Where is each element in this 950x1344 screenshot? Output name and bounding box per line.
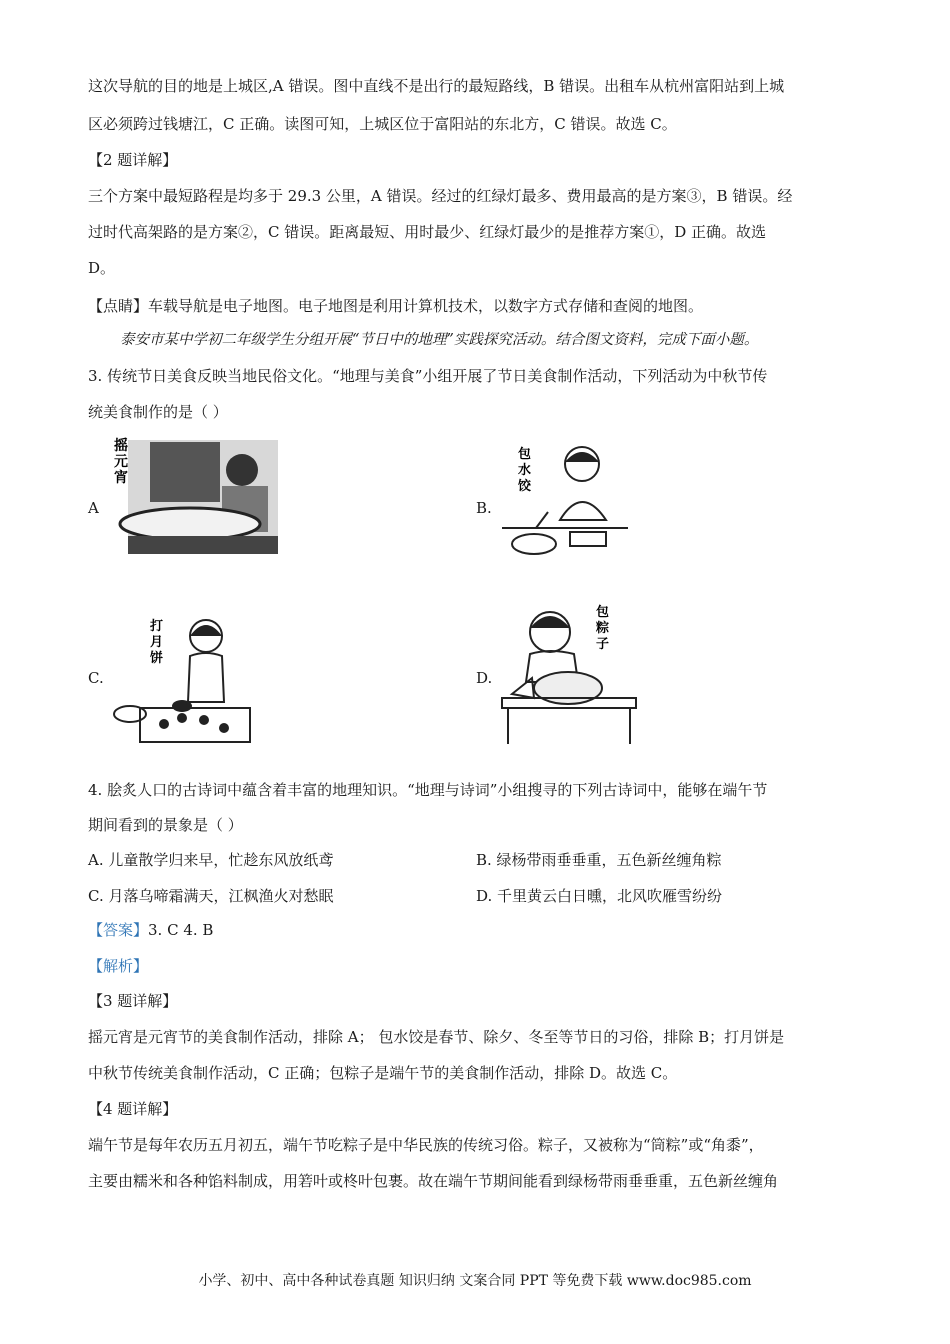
answer-text: 3. C 4. B — [148, 921, 214, 939]
answer-line — [88, 920, 213, 940]
section-heading-q4: 【4 题详解】 — [88, 1100, 178, 1118]
option-a-caption-3: 宵 — [114, 470, 128, 486]
answer-label: 【答案】 — [88, 921, 149, 939]
q4-option-c: C. 月落乌啼霜满天，江枫渔火对愁眠 — [88, 887, 334, 905]
option-b-image — [500, 440, 630, 566]
tip-line: 【点睛】车载导航是电子地图。电子地图是利用计算机技术，以数字方式存储和查阅的地图。 — [88, 297, 704, 315]
option-b-label: B. — [476, 499, 492, 517]
option-b-caption-2: 水 — [518, 463, 532, 478]
option-d-caption-1: 包 — [596, 605, 610, 620]
q4-option-b: B. 绿杨带雨垂垂重，五色新丝缠角粽 — [476, 851, 722, 869]
q4-option-a: A. 儿童散学归来早，忙趁东风放纸鸢 — [88, 851, 334, 869]
page-footer[interactable]: 小学、初中、高中各种试卷真题 知识归纳 文案合同 PPT 等免费下载 www.doc985.com — [198, 1273, 752, 1289]
q3-stem-1: 3. 传统节日美食反映当地民俗文化。“地理与美食”小组开展了节日美食制作活动，下列活动为中秋节传 — [88, 367, 768, 385]
option-c-label: C. — [88, 669, 104, 687]
q3-stem-2: 统美食制作的是（ ） — [88, 403, 228, 421]
section-heading-q3: 【3 题详解】 — [88, 992, 178, 1010]
analysis-label: 【解析】 — [88, 957, 149, 975]
option-a-image — [110, 432, 278, 558]
q4-option-d: D. 千里黄云白日曛，北风吹雁雪纷纷 — [476, 887, 723, 905]
option-c-caption-1: 打 — [150, 619, 164, 634]
option-b-caption-3: 饺 — [518, 479, 532, 494]
q4-explain-1: 端午节是每年农历五月初五，端午节吃粽子是中华民族的传统习俗。粽子，又被称为“筒粽”或“角黍”， — [88, 1136, 764, 1154]
text-line-4: 过时代高架路的是方案②，C 错误。距离最短、用时最少、红绿灯最少的是推荐方案①，D 正确。故选 — [88, 223, 767, 241]
section-heading-q2: 【2 题详解】 — [88, 151, 178, 169]
q4-stem-1: 4. 脍炙人口的古诗词中蕴含着丰富的地理知识。“地理与诗词”小组搜寻的下列古诗词中，能够在端午节 — [88, 781, 768, 799]
intro-line: 泰安市某中学初二年级学生分组开展“节日中的地理”实践探究活动。结合图文资料，完成下面小题。 — [120, 332, 759, 348]
q4-stem-2: 期间看到的景象是（ ） — [88, 816, 243, 834]
option-d-image — [498, 598, 640, 750]
q3-explain-2: 中秋节传统美食制作活动，C 正确；包粽子是端午节的美食制作活动，排除 D。故选 C。 — [88, 1064, 678, 1082]
option-c-caption-2: 月 — [150, 635, 164, 650]
option-a-label: A — [88, 499, 99, 517]
option-a-caption-2: 元 — [114, 454, 128, 470]
text-line-3: 三个方案中最短路程是均多于 29.3 公里，A 错误。经过的红绿灯最多、费用最高的是方案③，B 错误。经 — [88, 187, 793, 205]
option-c-image — [112, 610, 252, 748]
q3-explain-1: 摇元宵是元宵节的美食制作活动，排除 A； 包水饺是春节、除夕、冬至等节日的习俗，排除 B；打月饼是 — [88, 1028, 785, 1046]
option-d-label: D. — [476, 669, 493, 687]
option-c-caption-3: 饼 — [150, 651, 164, 666]
option-a-caption-1: 摇 — [114, 438, 128, 454]
text-line-1: 这次导航的目的地是上城区,A 错误。图中直线不是出行的最短路线，B 错误。出租车从杭州富阳站到上城 — [88, 77, 785, 95]
option-d-caption-3: 子 — [596, 637, 610, 652]
q4-explain-2: 主要由糯米和各种馅料制成，用箬叶或柊叶包裹。故在端午节期间能看到绿杨带雨垂垂重，五色新丝缠角 — [88, 1172, 779, 1190]
option-b-caption-1: 包 — [518, 447, 532, 462]
text-line-2: 区必须跨过钱塘江，C 正确。读图可知，上城区位于富阳站的东北方，C 错误。故选 C。 — [88, 115, 677, 133]
option-d-caption-2: 粽 — [596, 621, 610, 636]
text-line-5: D。 — [88, 259, 116, 277]
